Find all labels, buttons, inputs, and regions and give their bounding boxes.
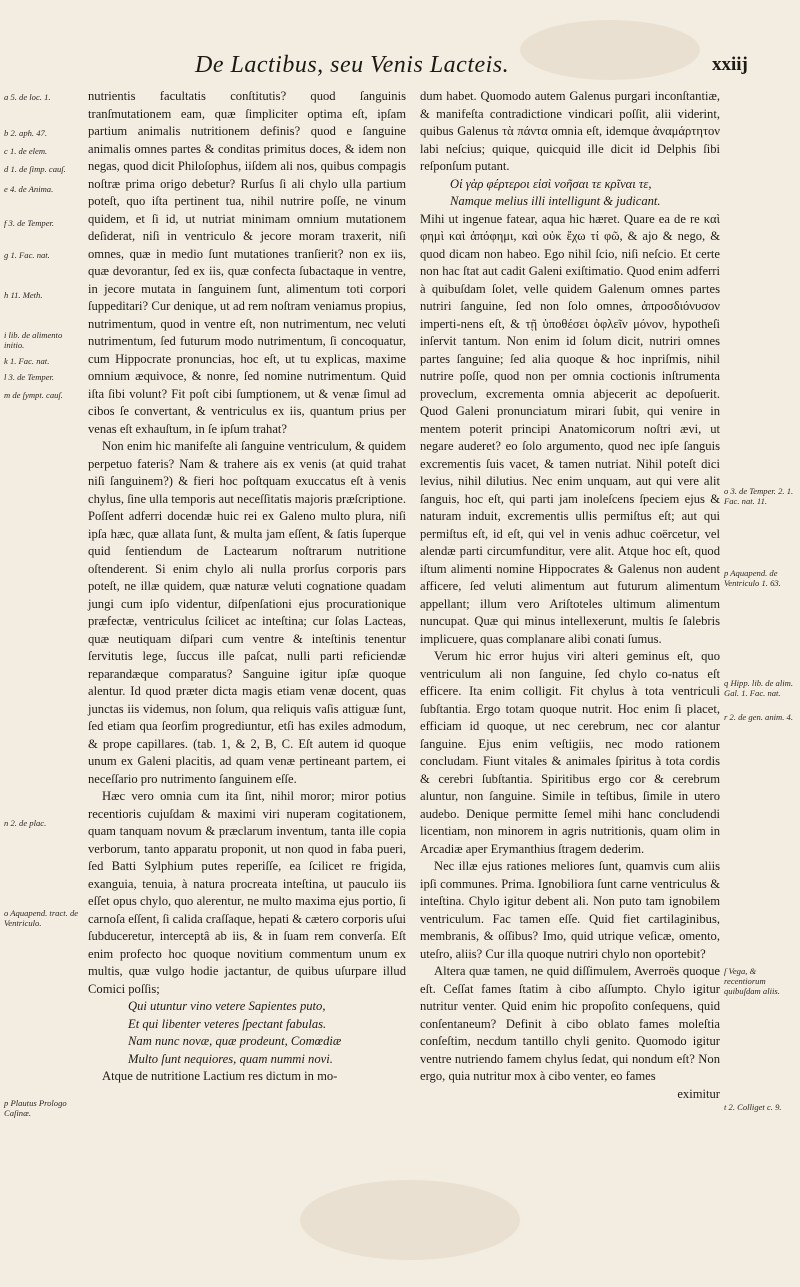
paragraph: Atque de nutritione Lactium res dictum in mo- xyxy=(102,1069,338,1083)
margin-note: l 3. de Temper. xyxy=(4,372,55,382)
paragraph: nutrientis facultatis conſtitutis? quod ſanguinis tranſmutationem eam, quæ ſimpliciter optima eſt, ipſam partium animalis nutritionem definis? quod e ſanguine animalis omnes partes & conditas primitus doces, & idem non negas, quod dicit Philoſophus, iiſdem ali nos, quibus compagis noſtræ prima origo debetur? Rurſus ſi ali chylo ulla partium poteſt, quo iſta pertinent tua, nihil nutrire poſſe, ne vinum quidem, et ſi id, ut nutriat minimam omnium mutationem deſiderat, niſi in ventriculo & jecore moram traxerit, niſi omnes, quæ in medio ſunt mutationes tranſierit? non ex iis, quæ devorantur, ſed ex iis, quæ confecta ſubactaque in ventre, in jecore mutata in ſanguinem ſunt, alimentum toti corpori ſuppeditari? Cur denique, ut ad rem noſtram veniamus propius, nutrimentum, quod in ventre eſt, non nutrimentum, nec veluti nutrimentum, ſed futurum modo nutrimentum, ſi concoquatur, cum Hippocrate pronuncias, hoc eſt, ut tu explicas, maxime omnium æquivoce, & nonre, ſed nomine nutrimentum. Quid iſta ſibi volunt? Fit poſt cibi ſumptionem, ut & venæ ſimul ad cibos ſe convertant, & ventriculus ex iis, quantum prius per venas eſt exhauſtum, in ſe ipſum trahat? xyxy=(88,89,406,436)
margin-note: f 3. de Temper. xyxy=(4,218,55,228)
margin-note: o 3. de Temper. 2. 1. Fac. nat. 11. xyxy=(724,486,794,506)
margin-note: ſ Vega, & recentiorum quibuſdam aliis. xyxy=(724,966,780,996)
verse-line: Et qui libenter veteres ſpectant fabulas. xyxy=(128,1016,327,1031)
margin-note: b 2. aph. 47. xyxy=(4,128,47,138)
margin-note: n 2. de plac. xyxy=(4,818,47,828)
margin-note: o Aquapend. tract. de Ventriculo. xyxy=(4,908,79,928)
margin-note: t 2. Colliget c. 9. xyxy=(724,1102,782,1112)
margin-note: a 5. de loc. 1. xyxy=(4,92,51,102)
margin-note: c 1. de elem. xyxy=(4,146,48,156)
verse-line: Qui utuntur vino vetere Sapientes puto, xyxy=(128,999,326,1013)
margin-note: i lib. de alimento initio. xyxy=(4,330,63,350)
page-number: xxiij xyxy=(712,54,748,75)
verse-line: Nam nunc novæ, quæ prodeunt, Comœdiæ xyxy=(128,1034,342,1048)
catchword: eximitur xyxy=(677,1086,720,1101)
paragraph: Verum hic error hujus viri alteri geminus eſt, quo ventriculum ali non ſanguine, ſed chylo co-natus eſt efficere. Ita enim colligit. Fit chylus à tota ventriculi ſubſtantia. Ergo totam quoque nutrit. Hoc enim ſi placet, efficiam id quoque, ut nec cerebrum, nec cor alantur ſanguine. Ejus enim veſtigiis, nec modo rationem concludam. Fiunt vitales & animales ſpiritus à tota cordis & cerebri ſubſtantia. Spiritibus ergo cor & cerebrum aluntur, non ſanguine. Simile in teſtibus, ſimile in utero audebo. Denique permitte ſemel mihi hanc concludendi licentiam, non minorem in agris nutritionis, quam olim in Arcadiæ aper Erymanthius ſtragem dederim. xyxy=(420,649,720,856)
paragraph: Altera quæ tamen, ne quid diſſimulem, Averroës quoque eſt. Ceſſat fames ſtatim à cibo aſſumpto. Chylo igitur nutritur venter. Quid enim hic propoſito conſequens, quid conſentaneum? Definit à cibo oblato fames moleſtia conſeſtim, necdum tantillo chyli genito. Quomodo igitur ventre nutriendo famem chylus ſedat, qui nondum eſt? Non ergo, quia nutritur mox à cibo venter, eo fames xyxy=(420,964,720,1083)
paragraph: dum habet. Quomodo autem Galenus purgari inconſtantiæ, & manifeſta contradictione vindicari poſſit, alii viderint, quibus Galenus τὰ πάντα omnia eſt, idemque ἀναμάρτητον labi neſcius; quique, quicquid ille dicit id Delphis ſibi reſponſum putant. xyxy=(420,89,720,173)
verse-line: Multo ſunt nequiores, quam nummi novi. xyxy=(128,1051,333,1066)
margin-note: m de ſympt. cauſ. xyxy=(4,390,63,400)
verse-translation: Namque melius illi intelligunt & judicant. xyxy=(450,194,661,208)
paragraph: Hæc vero omnia cum ita ſint, nihil moror; miror potius recentioris cujuſdam & maximi viri nuperam cogitationem, quam tanquam novum & præclarum inventum, tanta ille copia verborum, tanto apparatu proponit, ut non quod in faba pueri, ſed Batti Sylphium putes reperiſſe, ea ſcilicet re frigida, exanguia, tenuia, à natura procreata inteſtina, ut pauculo iis eſſet opus chylo, quo alerentur, ne multo maxima ejus portio, ſi carnoſa eſſent, ſi calida craſſaque, hepati & cætero corporis uſui ſubduceretur, interceptâ ab iis, & in ſuam rem converſa. Eſt enim profecto hoc quoque novitium commentum unum ex multis, quæ vulgo hodie jactantur, de quibus uſurpare illud Comici poſſis; xyxy=(88,789,406,996)
margin-note: k 1. Fac. nat. xyxy=(4,356,50,366)
running-header xyxy=(0,52,800,84)
right-column xyxy=(420,88,720,1103)
paper-stain xyxy=(300,1180,520,1260)
greek-verse-line: Οἱ γὰρ φέρτεροι εἰσὶ νοῆσαι τε κρῖναι τε, xyxy=(450,176,652,191)
running-title: De Lactibus, seu Venis Lacteis. xyxy=(195,52,510,78)
margin-note: h 11. Meth. xyxy=(4,290,43,300)
margin-note: d 1. de ſimp. cauſ. xyxy=(4,164,66,174)
margin-note: e 4. de Anima. xyxy=(4,184,54,194)
paragraph: Nec illæ ejus rationes meliores ſunt, quamvis cum aliis ipſi communes. Prima. Ignobiliora ſunt carne ventriculus & inteſtina. Chylo igitur debent ali. Non puto tam ignobilem ventriculum. Fac tamen eſſe. Quid fiet cartilaginibus, membranis, & oſſibus? Imo, quid utrique veſicæ, omento, uteſro, aliis? Cur illa quoque nutriri chylo non oportebit? xyxy=(420,859,720,961)
margin-note: p Aquapend. de Ventriculo 1. 63. xyxy=(724,568,781,588)
margin-note: r 2. de gen. anim. 4. xyxy=(724,712,793,722)
margin-note: p Plautus Prologo Caſinæ. xyxy=(4,1098,67,1118)
paragraph: Mihi ut ingenue fatear, aqua hic hæret. Quare ea de re καὶ φημὶ καὶ ἀπόφημι, καὶ οὐκ ἔχω τί φῶ, & ajo & nego, & quod dicam non habeo. Ego nihil ſcio, niſi neſcio. Et certe non hac ſtat aut cadit Galeni exiſtimatio. Quod enim adferri à quibuſdam ſolet, velle quidem Galenum omnes partes nutriri ſanguine, ſed non ſolo omnes, ἀπροσδιόνυσον imperti-nens eſt, & τῇ ὑποθέσει ὀφλεῖν μόνον, hypotheſi inſervit tantum. Non enim id ſolum dicit, nutriri omnes partes ſanguine; ſed alia quoque & hoc inpriſmis, nihil nutrire poſſe, quod non per omnia coctionis inſtrumenta proveclum, excrementa omnia abjecerit ac depoſuerit. Quod Galeni pronunciatum mirari ſubit, qui venire in mentem poterit principi Anatomicorum noſtri ævi, ut negare auderet? eo ſolo argumento, quod nec ipſe ſanguis excrementis ſuis vacet, & tamen nutriat. Nihil poteſt dici levius, nihil dilutius. Nec enim unquam, aut qui vere alit ſanguis, hoc eſt, qui parti jam inoleſcens ſpeciem ejus & naturam induit, excrementis ullis permiſtus eſt; aut qui permiſtus eſt, id eſt, qui vel in venis adhuc coërcetur, vel alendæ parti circumfunditur, vere alit. Atque hoc eſt, quod iſtum alimenti nomine Hippocrates & Galenus non audent afficere, ſed veluti alimentum aut futurum alimentum appellant; illum vero Ariſtoteles ultimum alimentum nuncupat. Quæ qui minus intellexerunt, multis ſe ſalebris implicuere, quas complanare alibi conati ſumus. xyxy=(420,211,720,646)
margin-note: q Hipp. lib. de alim. Gal. 1. Fac. nat. xyxy=(724,678,793,698)
margin-note: g 1. Fac. nat. xyxy=(4,250,50,260)
left-column xyxy=(88,88,406,1086)
paragraph: Non enim hic manifeſte ali ſanguine ventriculum, & quidem perpetuo fateris? Nam & trahere ais ex venis (at quid trahat niſi ſanguinem?) & fieri hoc poſtquam exuccatus eſt à venis chylus, ſine ulla temporis aut neceſſitatis majoris præſcriptione. Poſſent adferri docendæ huic rei ex Galeno multo plura, niſi ipſa hæc, quæ allata ſunt, & multa jam eſſent, & ſatis ſuperque quid ſentiendum de Lactearum noſtrarum nutritione oſtenderent. Si enim chylo ali nulla prorſus corporis pars poteſt, ne illæ quidem, quæ naturæ veluti cognatione quadam jungi cum ipſo videntur, diſpenſationi ejus procurationique præfectæ, ventriculus ſcilicet ac inteſtina; cur ſolas Lacteas, quæ neutiquam diſpari cum ventre & inteſtinis tenentur ſervitutis lege, ſuccus ille paſcat, nulli parti reficiendæ reparandæque comparatus? Sanguine igitur ipſæ quoque alentur. Id quod præter dicta magis etiam venæ docent, quas junctas iis videmus, non ſolum, qua reliquis vaſis attiguæ ſunt, ſed etiam qua ſeorſim progrediuntur, etſi has exiles admodum, & prope capillares. (tab. 1, & 2, B, C. Eſt autem id quoque unum ex Galeni placitis, ad quam venæ pertineant partem, ei neceſſario pro nutrimento ſanguinem eſſe. xyxy=(88,439,406,786)
